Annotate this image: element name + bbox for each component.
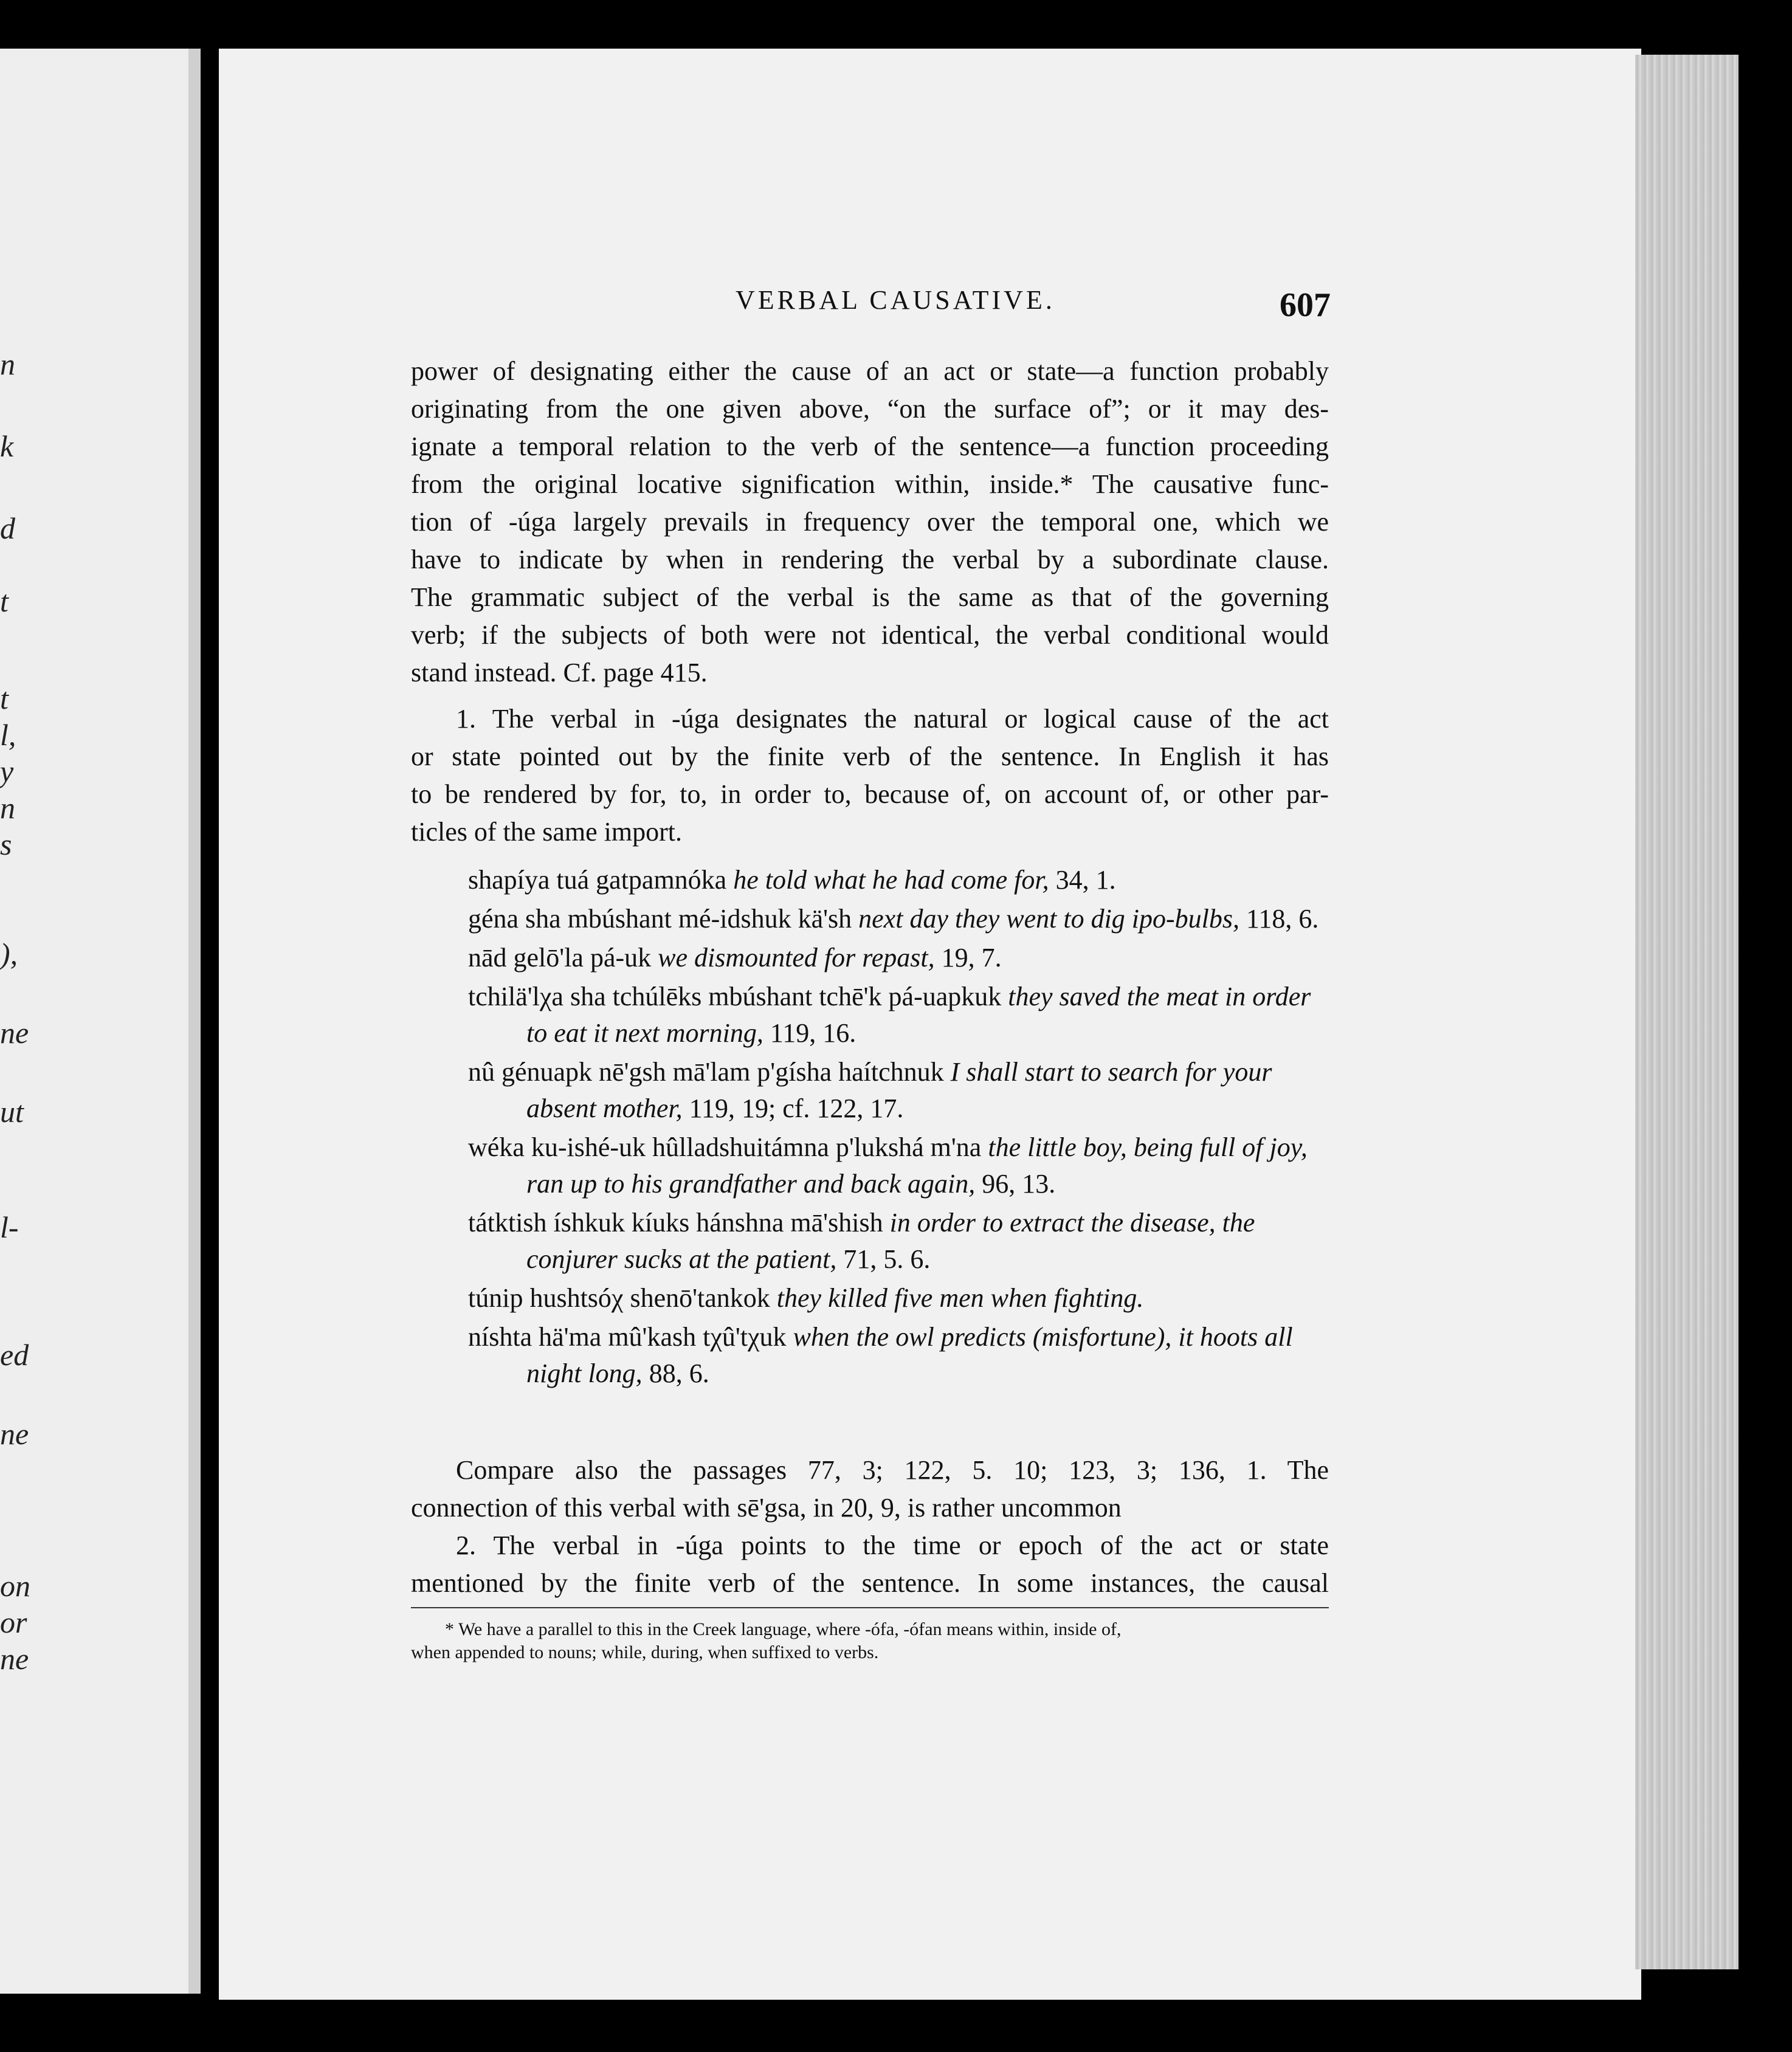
text-line: have to indicate by when in rendering the verbal by a subordinate clause. [411, 545, 1329, 574]
left-page-fragment: ut [0, 1095, 24, 1129]
section-2-paragraph [411, 1527, 1329, 1602]
example-gloss: they saved the meat in order to eat it next morning, [526, 982, 1311, 1048]
text-line: originating from the one given above, “on the surface of”; or it may des- [411, 394, 1329, 424]
example-native: túnip hushtsóχ shenō'tankok [468, 1283, 770, 1313]
left-page-fragment: on [0, 1569, 30, 1603]
left-page-edge [188, 49, 201, 1994]
example-item [468, 940, 1329, 976]
left-page-fragment: ne [0, 1642, 29, 1676]
left-page-fragment: ), [0, 937, 18, 971]
page-number: 607 [1280, 286, 1331, 324]
example-gloss: when the owl predicts (misfortune), it hoots all night long, [526, 1322, 1293, 1388]
example-native: tátktish íshkuk kíuks hánshna mā'shish [468, 1208, 883, 1238]
text-line: 2. The verbal in -úga points to the time or epoch of the act or state [456, 1530, 1329, 1560]
example-ref: 19, 7. [941, 943, 1002, 973]
text-line: verb; if the subjects of both were not identical, the verbal conditional would [411, 620, 1329, 650]
text-line: connection of this verbal with sē'gsa, in 20, 9, is rather uncommon [411, 1493, 1122, 1523]
footnote [411, 1618, 1329, 1664]
footnote-rule [411, 1607, 1329, 1608]
text-line: Compare also the passages 77, 3; 122, 5. 10; 123, 3; 136, 1. The [456, 1455, 1329, 1485]
example-native: wéka ku-ishé-uk hûlladshuitámna p'lukshá m'na [468, 1132, 982, 1162]
left-page-fragment: s [0, 827, 12, 861]
text-line: stand instead. Cf. page 415. [411, 658, 708, 687]
example-native: tchilä'lχa sha tchúlēks mbúshant tchē'k pá-uapkuk [468, 982, 1002, 1011]
left-page-fragment: y [0, 754, 14, 788]
left-page-fragment: or [0, 1605, 27, 1639]
section-1-paragraph [411, 700, 1329, 851]
example-gloss: the little boy, being full of joy, ran up to his grandfather and back again, [526, 1132, 1308, 1199]
intro-paragraph [411, 353, 1329, 692]
left-page-fragment: n [0, 791, 15, 825]
book-gutter [201, 0, 219, 2052]
example-native: géna sha mbúshant mé-idshuk kä'sh [468, 904, 852, 934]
text-line: or state pointed out by the finite verb of the sentence. In English it has [411, 742, 1329, 771]
left-page-fragment: l- [0, 1210, 19, 1244]
left-page-fragment: ne [0, 1417, 29, 1451]
example-item [468, 1205, 1329, 1278]
running-header-title: VERBAL CAUSATIVE. [736, 285, 1055, 315]
left-page [0, 49, 201, 1994]
example-ref: 119, 16. [770, 1018, 856, 1048]
compare-paragraph [411, 1451, 1329, 1527]
left-page-fragment: t [0, 584, 9, 618]
example-gloss: I shall start to search for your absent mother, [526, 1057, 1272, 1123]
example-item [468, 901, 1329, 937]
footnote-line: when appended to nouns; while, during, when suffixed to verbs. [411, 1642, 879, 1662]
text-line: power of designating either the cause of an act or state—a function probably [411, 356, 1329, 386]
text-line: from the original locative signification within, inside.* The causative func- [411, 469, 1329, 499]
example-ref: 71, 5. 6. [843, 1244, 931, 1274]
example-native: nād gelō'la pá-uk [468, 943, 652, 973]
example-ref: 88, 6. [649, 1358, 709, 1388]
left-page-fragment: d [0, 511, 15, 545]
example-item [468, 1054, 1329, 1127]
example-native: níshta hä'ma mû'kash tχû'tχuk [468, 1322, 787, 1352]
example-item [468, 1129, 1329, 1202]
left-page-fragment: k [0, 429, 14, 463]
text-line: mentioned by the finite verb of the sentence. In some instances, the causal [411, 1568, 1329, 1598]
text-line: ignate a temporal relation to the verb of the sentence—a function proceeding [411, 432, 1329, 461]
example-ref: 118, 6. [1246, 904, 1319, 934]
text-line: The grammatic subject of the verbal is the same as that of the governing [411, 582, 1329, 612]
example-native: nû génuapk nē'gsh mā'lam p'gísha haítchnuk [468, 1057, 944, 1087]
left-page-fragment: ne [0, 1016, 29, 1050]
example-item [468, 979, 1329, 1052]
example-list [468, 862, 1329, 1394]
example-native: shapíya tuá gatpamnóka [468, 865, 727, 895]
example-item [468, 862, 1329, 898]
example-gloss: next day they went to dig ipo-bulbs, [858, 904, 1240, 934]
text-line: 1. The verbal in -úga designates the natural or logical cause of the act [456, 704, 1329, 734]
page-stack-edge [1635, 55, 1739, 1969]
example-ref: 34, 1. [1055, 865, 1116, 895]
left-page-fragment: n [0, 347, 15, 381]
text-line: tion of -úga largely prevails in frequency over the temporal one, which we [411, 507, 1329, 537]
text-line: to be rendered by for, to, in order to, because of, on account of, or other par- [411, 779, 1329, 809]
left-page-fragment: ed [0, 1338, 29, 1372]
example-ref: 119, 19; cf. 122, 17. [689, 1093, 904, 1123]
example-gloss: he told what he had come for, [733, 865, 1049, 895]
example-item [468, 1319, 1329, 1392]
example-gloss: in order to extract the disease, the conjurer sucks at the patient, [526, 1208, 1255, 1274]
left-page-fragment: l, [0, 718, 16, 752]
footnote-line: * We have a parallel to this in the Creek language, where -ófa, -ófan means within, inside of, [445, 1619, 1122, 1639]
example-ref: 96, 13. [982, 1169, 1056, 1199]
left-page-fragment: t [0, 681, 9, 715]
text-line: ticles of the same import. [411, 817, 682, 847]
example-gloss: they killed five men when fighting. [776, 1283, 1144, 1313]
example-gloss: we dismounted for repast, [658, 943, 935, 973]
example-item [468, 1280, 1329, 1317]
